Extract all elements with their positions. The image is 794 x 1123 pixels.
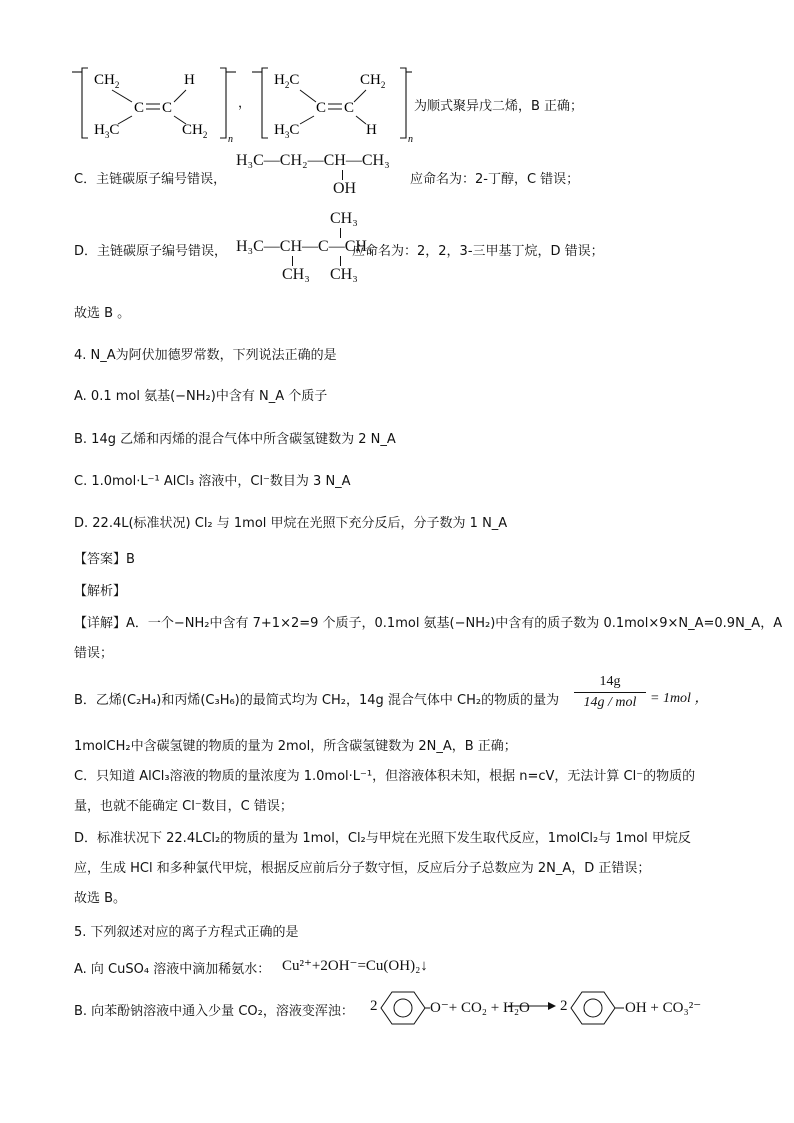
q5-option-b-text: B. 向苯酚钠溶液中通入少量 CO₂，溶液变浑浊： — [74, 1004, 354, 1019]
fraction-numerator: 14g — [599, 674, 621, 689]
optd-b1-methyl: CH₃ — [282, 266, 310, 283]
q4-option-d: D. 22.4L(标准状况) Cl₂ 与 1mol 甲烷在光照下充分反后，分子数为 1 N_A — [74, 516, 508, 531]
polymer-conclusion: 为顺式聚异戊二烯，B 正确； — [414, 99, 584, 114]
right-polymer — [252, 68, 413, 145]
reaction-arrow-icon — [508, 998, 556, 1012]
optd-top-methyl: CH₃ — [330, 210, 358, 227]
rp-n: n — [408, 134, 413, 145]
q4-detail-b-line1: B．乙烯(C₂H₄)和丙烯(C₃H₆)的最简式均为 CH₂，14g 混合气体中 CH₂的物质的量为 — [74, 693, 560, 708]
q4-detail-b-line2: 1molCH₂中含碳氢键的物质的量为 2mol，所含碳氢键数为 2N_A，B 正确； — [74, 739, 517, 754]
q5-b-products: OH + CO₃²⁻ — [625, 1000, 702, 1016]
q4-detail-a-line1: 【详解】A．一个−NH₂中含有 7+1×2=9 个质子，0.1mol 氨基(−NH₂)中含有的质子数为 0.1mol×9×N_A=0.9N_A，A — [74, 616, 783, 631]
lp-bl: $H_3C$ — [94, 122, 120, 140]
q4-detail-d-line1: D．标准状况下 22.4LCl₂的物质的量为 1mol，Cl₂与甲烷在光照下发生取代反应，1molCl₂与 1mol 甲烷反 — [74, 831, 691, 846]
rp-c2: C — [344, 100, 355, 116]
q4-detail-c-line1: C．只知道 AlCl₃溶液的物质的量浓度为 1.0mol·L⁻¹，但溶液体积未知，根据 n=cV，无法计算 Cl⁻的物质的 — [74, 769, 696, 784]
q4-detail-d-line2: 应，生成 HCl 和多种氯代甲烷，根据反应前后分子数守恒，反应后分子总数应为 2N_A，D 正错误； — [74, 861, 651, 876]
rp-br: H — [366, 122, 377, 138]
rp-bl: $H_3C$ — [274, 122, 300, 140]
optd-b2-bond — [340, 256, 341, 266]
rp-c1: C — [316, 100, 327, 116]
fraction-result: = 1mol ， — [650, 691, 709, 706]
optc-oh: OH — [333, 180, 357, 197]
q4-stem: 4. N_A为阿伏加德罗常数，下列说法正确的是 — [74, 348, 337, 363]
conclusion-q3: 故选 B 。 — [74, 306, 131, 321]
q5-option-a-text: A. 向 CuSO₄ 溶液中滴加稀氨水： — [74, 962, 271, 977]
lp-br: $CH_2$ — [182, 122, 208, 140]
optd-b1-bond — [292, 256, 293, 266]
optc-prefix: C．主链碳原子编号错误， — [74, 172, 227, 187]
optc-bond — [342, 170, 344, 180]
q4-fraction — [574, 674, 646, 711]
optd-b2-methyl: CH₃ — [330, 266, 358, 283]
q4-answer: 【答案】B — [74, 552, 135, 567]
fraction-bar — [574, 692, 646, 693]
lp-c2: C — [162, 100, 173, 116]
q4-option-c: C. 1.0mol⋅L⁻¹ AlCl₃ 溶液中，Cl⁻数目为 3 N_A — [74, 474, 351, 489]
q4-detail-c-line2: 量，也就不能确定 Cl⁻数目，C 错误； — [74, 799, 293, 814]
q5-b-reactants: O⁻+ CO₂ + H₂O — [430, 1000, 530, 1016]
polymer-comma: ， — [238, 96, 252, 111]
q5-stem: 5. 下列叙述对应的离子方程式正确的是 — [74, 925, 299, 940]
q5-b-coef2: 2 — [560, 998, 568, 1014]
lp-tl: $CH_2$ — [94, 72, 120, 90]
rp-tl: $H_2C$ — [274, 72, 300, 90]
lp-c1: C — [134, 100, 145, 116]
lp-tr: H — [184, 72, 195, 88]
optd-suffix: 应命名为：2，2，3-三甲基丁烷，D 错误； — [352, 244, 604, 259]
q5-b-coef1: 2 — [370, 998, 378, 1014]
optd-prefix: D．主链碳原子编号错误， — [74, 244, 228, 259]
q5-option-a-equation: Cu²⁺+2OH⁻=Cu(OH)₂↓ — [282, 958, 428, 974]
optd-top-bond — [340, 228, 341, 238]
lp-n: n — [228, 134, 233, 145]
benzene-ring-icon-2 — [568, 988, 624, 1028]
optc-formula: H₃C—CH₂—CH—CH₃ — [236, 152, 390, 169]
rp-tr: $CH_2$ — [360, 72, 386, 90]
q4-detail-a-line2: 错误； — [74, 646, 114, 661]
q4-analysis-heading: 【解析】 — [74, 584, 127, 599]
fraction-denominator: 14g / mol — [583, 695, 637, 710]
optd-formula: H₃C—CH—C—CH₃ — [236, 238, 373, 255]
q4-option-a: A. 0.1 mol 氨基(−NH₂)中含有 N_A 个质子 — [74, 389, 328, 404]
q4-conclusion: 故选 B。 — [74, 891, 127, 906]
left-polymer — [72, 68, 236, 145]
optc-suffix: 应命名为：2-丁醇，C 错误； — [410, 172, 580, 187]
q4-option-b: B. 14g 乙烯和丙烯的混合气体中所含碳氢键数为 2 N_A — [74, 432, 396, 447]
benzene-ring-icon — [378, 988, 430, 1028]
